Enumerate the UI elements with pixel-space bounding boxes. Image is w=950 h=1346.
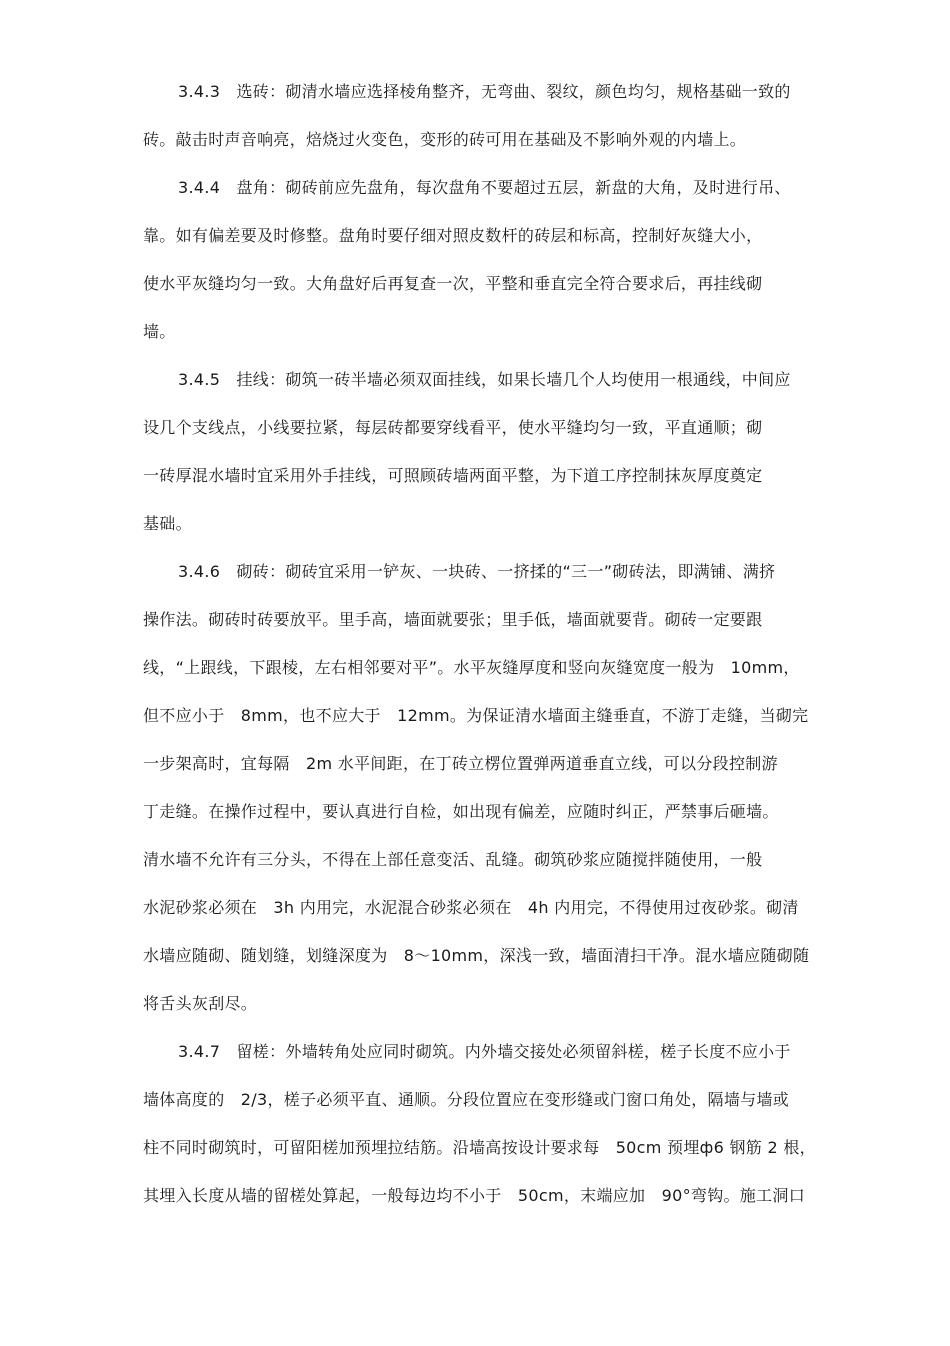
text-line: 砖。敲击时声音响亮，焙烧过火变色，变形的砖可用在基础及不影响外观的内墙上。 bbox=[143, 130, 747, 149]
text-line: 丁走缝。在操作过程中，要认真进行自检，如出现有偏差，应随时纠正，严禁事后砸墙。 bbox=[143, 802, 779, 821]
text-line: 一砖厚混水墙时宜采用外手挂线，可照顾砖墙两面平整，为下道工序控制抹灰厚度奠定 bbox=[143, 466, 763, 485]
text-line: 柱不同时砌筑时，可留阳槎加预埋拉结筋。沿墙高按设计要求每 50cm 预埋ф6 钢筋 2 根， bbox=[143, 1138, 816, 1157]
text-line: 水墙应随砌、随划缝，划缝深度为 8～10mm，深浅一致，墙面清扫干净。混水墙应随砌随 bbox=[143, 946, 810, 965]
text-line: 清水墙不允许有三分头，不得在上部任意变活、乱缝。砌筑砂浆应随搅拌随使用，一般 bbox=[143, 850, 763, 869]
text-line: 3.4.3 选砖：砌清水墙应选择棱角整齐，无弯曲、裂纹，颜色均匀，规格基础一致的 bbox=[178, 82, 791, 101]
text-line: 一步架高时，宜每隔 2m 水平间距，在丁砖立楞位置弹两道垂直立线，可以分段控制游 bbox=[143, 754, 778, 773]
text-line: 水泥砂浆必须在 3h 内用完，水泥混合砂浆必须在 4h 内用完，不得使用过夜砂浆。砌清 bbox=[143, 898, 799, 917]
text-line: 其埋入长度从墙的留槎处算起，一般每边均不小于 50cm，末端应加 90°弯钩。施工洞口 bbox=[143, 1186, 806, 1205]
text-line: 将舌头灰刮尽。 bbox=[143, 994, 258, 1013]
text-line: 基础。 bbox=[143, 514, 192, 533]
text-line: 使水平灰缝均匀一致。大角盘好后再复查一次，平整和垂直完全符合要求后，再挂线砌 bbox=[143, 274, 763, 293]
text-line: 操作法。砌砖时砖要放平。里手高，墙面就要张；里手低，墙面就要背。砌砖一定要跟 bbox=[143, 610, 763, 629]
text-line: 墙。 bbox=[143, 322, 176, 341]
text-line: 靠。如有偏差要及时修整。盘角时要仔细对照皮数杆的砖层和标高，控制好灰缝大小， bbox=[143, 226, 763, 245]
text-line: 线，“上跟线，下跟棱，左右相邻要对平”。水平灰缝厚度和竖向灰缝宽度一般为 10mm， bbox=[143, 658, 800, 677]
text-line: 墙体高度的 2/3，槎子必须平直、通顺。分段位置应在变形缝或门窗口角处，隔墙与墙或 bbox=[143, 1090, 790, 1109]
text-line: 3.4.7 留槎：外墙转角处应同时砌筑。内外墙交接处必须留斜槎，槎子长度不应小于 bbox=[178, 1042, 791, 1061]
text-line: 3.4.6 砌砖：砌砖宜采用一铲灰、一块砖、一挤揉的“三一”砌砖法，即满铺、满挤 bbox=[178, 562, 776, 581]
text-line: 3.4.5 挂线：砌筑一砖半墙必须双面挂线，如果长墙几个人均使用一根通线，中间应 bbox=[178, 370, 791, 389]
text-line: 但不应小于 8mm，也不应大于 12mm。为保证清水墙面主缝垂直，不游丁走缝，当砌完 bbox=[143, 706, 809, 725]
text-line: 3.4.4 盘角：砌砖前应先盘角，每次盘角不要超过五层，新盘的大角，及时进行吊、 bbox=[178, 178, 791, 197]
text-line: 设几个支线点，小线要拉紧，每层砖都要穿线看平，使水平缝均匀一致，平直通顺；砌 bbox=[143, 418, 763, 437]
